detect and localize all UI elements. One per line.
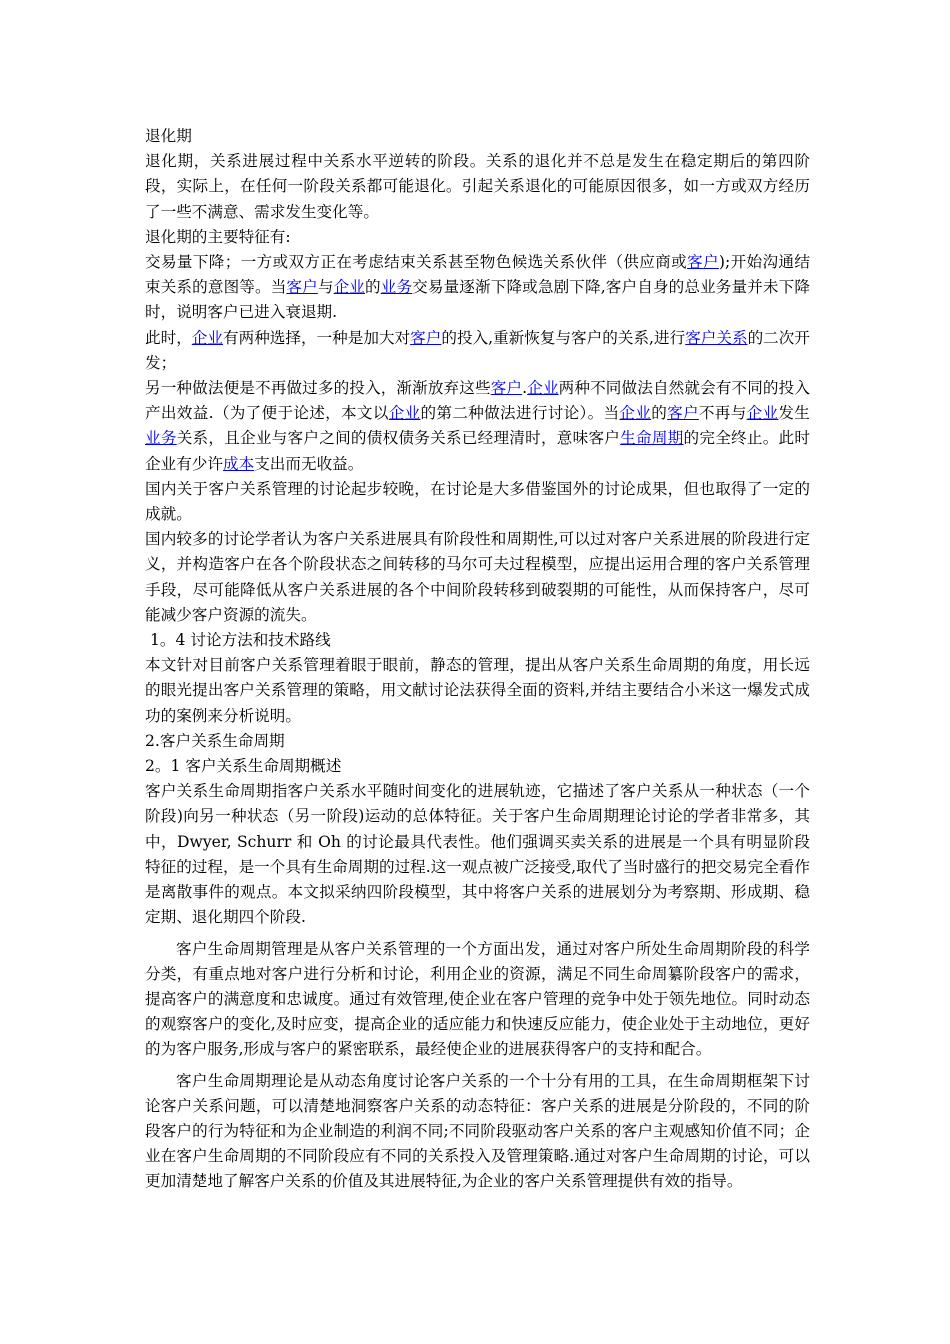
paragraph-lifecycle-definition: 客户关系生命周期指客户关系水平随时间变化的进展轨迹，它描述了客户关系从一种状态（一个阶段)向另一种状态（另一阶段)运动的总体特征。关于客户生命周期理论讨论的学者非常多，其中，Dwyer, Schurr 和 Oh 的讨论最具代表性。他们强调买卖关系的进展是一个具有明显阶段特征的过程，是一个具有生命周期的过程.这一观点被广泛接受,取代了当时盛行的把交易完全看作是离散事件的观点。本文拟采纳四阶段模型，其中将客户关系的进展划分为考察期、形成期、稳定期、退化期四个阶段. <box>145 782 810 927</box>
text-run: 此时， <box>145 328 192 347</box>
link-enterprise[interactable]: 企业 <box>333 278 366 297</box>
text-run: 关系，且企业与客户之间的债权债务关系已经理清时，意味客户 <box>176 429 621 448</box>
text-run: 的第二种做法进行讨论）。当 <box>420 404 620 423</box>
paragraph-domestic-scholars: 国内较多的讨论学者认为客户关系进展具有阶段性和周期性,可以过对客户关系进展的阶段进行定义，并构造客户在各个阶段状态之间转移的马尔可夫过程模型，应提出运用合理的客户关系管理手段，尽可能降低从客户关系进展的各个中间阶段转移到破裂期的可能性，从而保持客户，尽可能减少客户资源的流失。 <box>145 530 810 624</box>
paragraph-domestic-research: 国内关于客户关系管理的讨论起步较晚，在讨论是大多借鉴国外的讨论成果，但也取得了一定的成就。 <box>145 479 810 524</box>
link-enterprise[interactable]: 企业 <box>388 404 421 423</box>
paragraph-features-intro: 退化期的主要特征有: <box>145 227 291 246</box>
link-enterprise[interactable]: 企业 <box>619 404 652 423</box>
text-run: 的投入,重新恢复与客户的关系,进行 <box>441 328 686 347</box>
link-customer-relationship[interactable]: 客户关系 <box>685 328 748 347</box>
text-run: 的二次开发； <box>145 328 810 372</box>
paragraph-lifecycle-theory: 客户生命周期理论是从动态角度讨论客户关系的一个十分有用的工具，在生命周期框架下讨论客户关系问题，可以清楚地洞察客户关系的动态特征：客户关系的进展是分阶段的，不同的阶段客户的行为特征和为企业制造的利润不同;不同阶段驱动客户关系的客户主观感知价值不同；企业在客户生命周期的不同阶段应有不同的关系投入及管理策略.通过对客户生命周期的讨论，可以更加清楚地了解客户关系的价值及其进展特征,为企业的客户关系管理提供有效的指导。 <box>145 1071 810 1191</box>
paragraph-lifecycle-management: 客户生命周期管理是从客户关系管理的一个方面出发，通过对客户所处生命周期阶段的科学分类，有重点地对客户进行分析和讨论，利用企业的资源，满足不同生命周纂阶段客户的需求，提高客户的满意度和忠诚度。通过有效管理,使企业在客户管理的竞争中处于领先地位。同时动态的观察客户的变化,及时应变，提高企业的适应能力和快速反应能力，使企业处于主动地位，更好的为客户服务,形成与客户的紧密联系，最经使企业的进展获得客户的支持和配合。 <box>145 939 810 1059</box>
link-customer[interactable]: 客户 <box>286 278 318 297</box>
link-business[interactable]: 业务 <box>380 278 413 297</box>
text-run: 支出而无收益。 <box>254 454 364 473</box>
link-customer[interactable]: 客户 <box>490 379 523 398</box>
link-enterprise[interactable]: 企业 <box>746 404 779 423</box>
link-business[interactable]: 业务 <box>145 429 177 448</box>
text-run: 的 <box>365 278 381 297</box>
document-body <box>145 124 810 1195</box>
text-run: . <box>522 379 528 398</box>
text-run: 与 <box>317 278 334 297</box>
text-run: 的完全终止。此时企业有少许 <box>145 429 810 473</box>
text-run: 交易量逐渐下降或急剧下降,客户自身的总业务量并未下降时，说明客户已进入衰退期. <box>145 278 810 322</box>
text-run: 交易量下降；一方或双方正在考虑结束关系甚至物色候选关系伙伴（供应商或 <box>145 253 688 272</box>
text-run: 另一种做法便是不再做过多的投入，渐渐放弃这些 <box>145 379 491 398</box>
text-run: 不再与 <box>698 404 747 423</box>
section-heading-2: 2.客户关系生命周期 <box>145 731 285 750</box>
link-cost[interactable]: 成本 <box>222 454 255 473</box>
section-heading-2-1: 2。1 客户关系生命周期概述 <box>145 757 342 776</box>
link-customer[interactable]: 客户 <box>687 253 719 272</box>
text-run: 发生 <box>778 404 810 423</box>
paragraph-degradation-definition: 退化期，关系进展过程中关系水平逆转的阶段。关系的退化并不总是发生在稳定期后的第四阶段，实际上，在任何一阶段关系都可能退化。引起关系退化的可能原因很多，如一方或双方经历了一些不满意、需求发生变化等。 <box>145 152 810 221</box>
link-customer[interactable]: 客户 <box>667 404 699 423</box>
text-run: 有两种选择，一种是加大对 <box>223 328 411 347</box>
link-life-cycle[interactable]: 生命周期 <box>620 429 684 448</box>
link-customer[interactable]: 客户 <box>410 328 442 347</box>
paragraph-second-choice <box>145 376 810 477</box>
heading-degradation-period: 退化期 <box>145 127 192 145</box>
link-enterprise[interactable]: 企业 <box>527 379 559 398</box>
paragraph-two-choices <box>145 326 810 376</box>
text-run: 两种不同做法自然就会有不同的投入产出效益.（为了便于论述，本文以 <box>145 379 810 423</box>
text-run: 的 <box>651 404 668 423</box>
paragraph-methodology: 本文针对目前客户关系管理着眼于眼前，静态的管理，提出从客户关系生命周期的角度，用长远的眼光提出客户关系管理的策略，用文献讨论法获得全面的资料,并结主要结合小米这一爆发式成功的案例来分析说明。 <box>145 656 810 725</box>
text-run: );开始沟通结束关系的意图等。当 <box>145 253 810 297</box>
link-enterprise[interactable]: 企业 <box>191 328 223 347</box>
section-heading-1-4: 1。4 讨论方法和技术路线 <box>150 631 331 650</box>
paragraph-features <box>145 250 810 326</box>
